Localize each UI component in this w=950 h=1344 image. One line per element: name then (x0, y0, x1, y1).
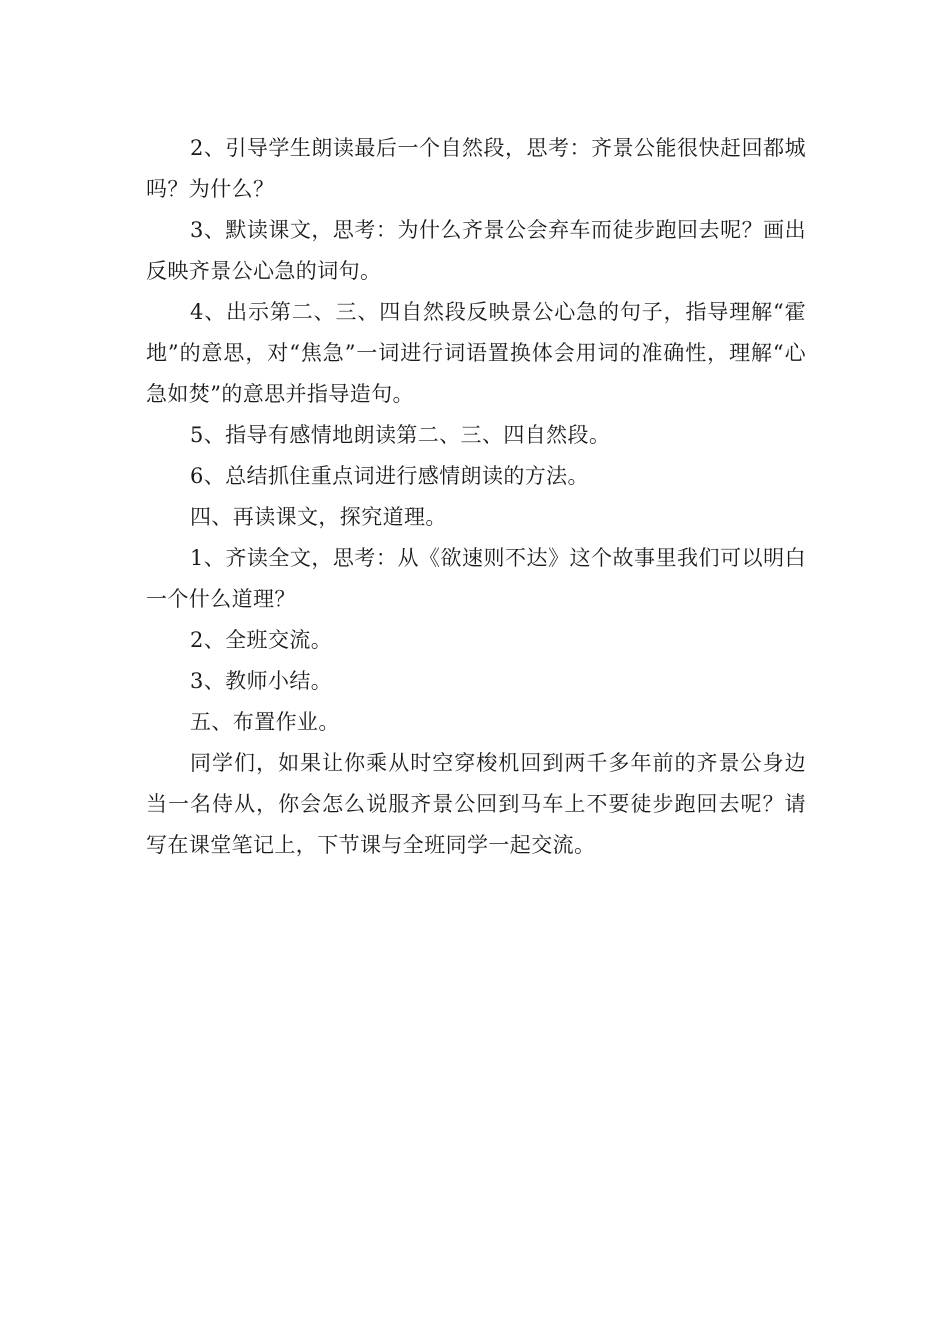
paragraph-step-3: 3、默读课文，思考：为什么齐景公会弃车而徒步跑回去呢？画出反映齐景公心急的词句。 (146, 218, 806, 283)
section-heading-4: 四、再读课文，探究道理。 (190, 505, 447, 529)
paragraph-section4-step-3: 3、教师小结。 (190, 669, 333, 693)
paragraph-section4-step-2: 2、全班交流。 (190, 628, 333, 652)
paragraph-step-6: 6、总结抓住重点词进行感情朗读的方法。 (190, 464, 589, 488)
paragraph-step-5: 5、指导有感情地朗读第二、三、四自然段。 (190, 423, 611, 447)
paragraph-step-2: 2、引导学生朗读最后一个自然段，思考：齐景公能很快赶回都城吗？为什么？ (146, 136, 806, 201)
section-heading-5: 五、布置作业。 (190, 710, 340, 734)
paragraph-homework: 同学们，如果让你乘从时空穿梭机回到两千多年前的齐景公身边当一名侍从，你会怎么说服齐景公回到马车上不要徒步跑回去呢？请写在课堂笔记上，下节课与全班同学一起交流。 (146, 751, 806, 857)
paragraph-step-4: 4、出示第二、三、四自然段反映景公心急的句子，指导理解“霍地”的意思，对“焦急”一词进行词语置换体会用词的准确性，理解“心急如焚”的意思并指导造句。 (146, 300, 806, 406)
paragraph-section4-step-1: 1、齐读全文，思考：从《欲速则不达》这个故事里我们可以明白一个什么道理？ (146, 546, 806, 611)
document-body (146, 128, 806, 866)
